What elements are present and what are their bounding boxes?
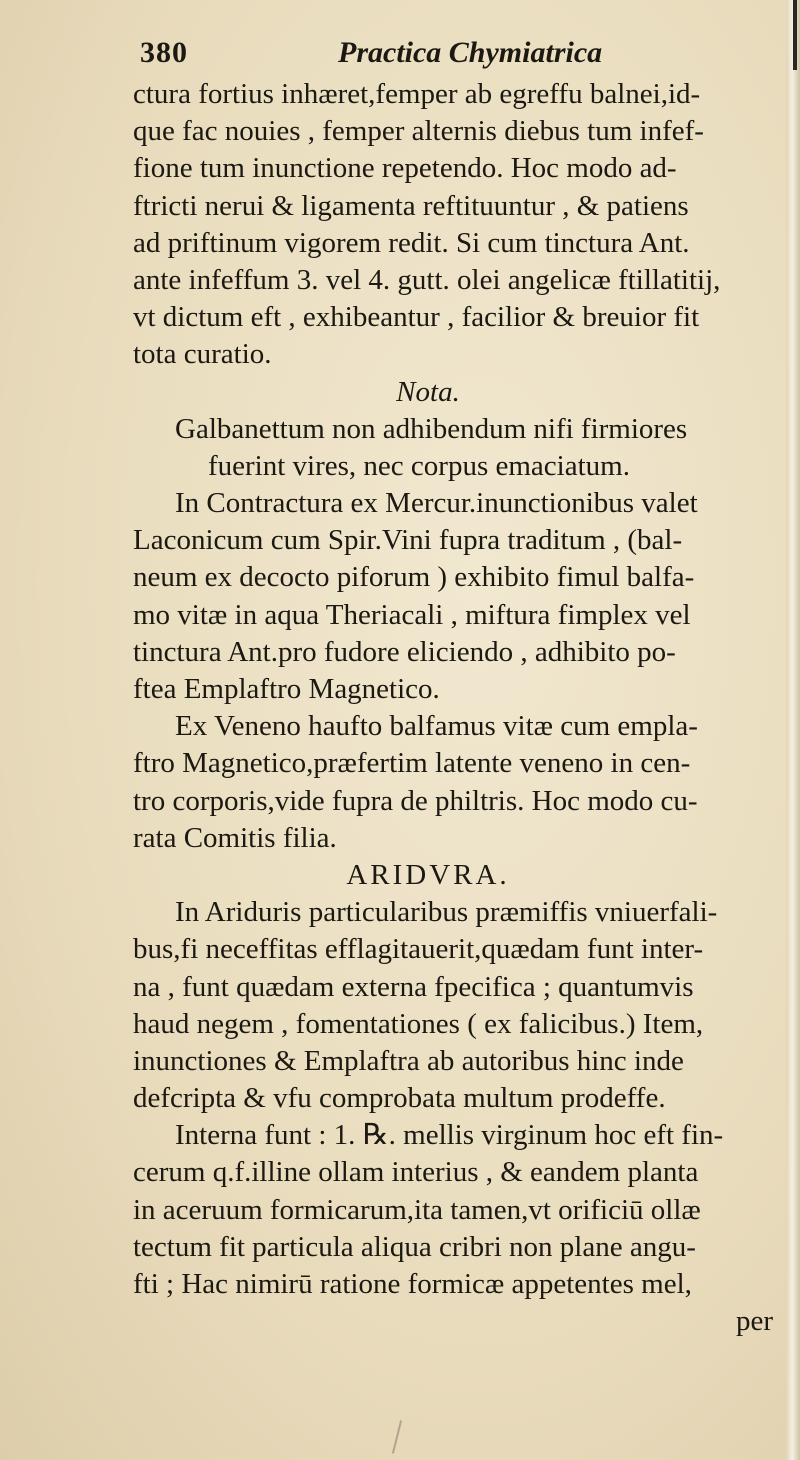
text-line: fti ; Hac nimirū ratione formicæ appetentes mel, [133, 1268, 692, 1300]
text-line: mo vitæ in aqua Theriacali , miftura fimplex vel [133, 598, 691, 631]
text-line: inunctiones & Emplaftra ab autoribus hinc inde [133, 1044, 684, 1077]
page-number: 380 [140, 36, 188, 69]
text-line: na , funt quædam externa fpecifica ; quantumvis [133, 970, 694, 1003]
running-head: Practica Chymiatrica [338, 36, 603, 69]
text-line: rata Comitis filia. [133, 821, 337, 854]
text-line: haud negem , fomentationes ( ex falicibus.) Item, [133, 1007, 704, 1040]
text-line: In Ariduris particularibus præmiffis vniuerfali- [175, 896, 718, 929]
text-line: ftro Magnetico,præfertim latente veneno in cen- [133, 747, 691, 780]
text-line: tro corporis,vide fupra de philtris. Hoc modo cu- [133, 784, 698, 817]
text-line: que fac nouies , femper alternis diebus tum infef- [133, 115, 704, 148]
section-heading-aridura: ARIDVRA. [346, 858, 510, 891]
text-line: in aceruum formicarum,ita tamen,vt orificiū ollæ [133, 1193, 701, 1226]
text-line: tinctura Ant.pro fudore eliciendo , adhibito po- [133, 635, 676, 668]
text-line: defcripta & vfu comprobata multum prodeffe. [133, 1082, 666, 1115]
text-line: In Contractura ex Mercur.inunctionibus valet [175, 487, 698, 520]
text-line: ftricti nerui & ligamenta reftituuntur , & patiens [133, 189, 689, 222]
paper-mark [392, 1420, 402, 1453]
catchword: per [735, 1305, 773, 1338]
text-line: Laconicum cum Spir.Vini fupra traditum , (bal- [133, 524, 683, 557]
body-text [133, 76, 793, 1340]
text-line: ad priftinum vigorem redit. Si cum tinctura Ant. [133, 226, 690, 259]
text-line: tota curatio. [133, 338, 272, 371]
text-line: tectum fit particula aliqua cribri non plane angu- [133, 1230, 696, 1263]
text-line: ante infeffum 3. vel 4. gutt. olei angelicæ ftillatitij, [133, 263, 721, 296]
text-line: vt dictum eft , exhibeantur , facilior & breuior fit [133, 301, 700, 334]
text-line: fione tum inunctione repetendo. Hoc modo ad- [133, 152, 677, 185]
text-line: Ex Veneno haufto balfamus vitæ cum empla- [175, 710, 698, 743]
text-line: ctura fortius inhæret,femper ab egreffu balnei,id- [133, 78, 701, 110]
text-line: Interna funt : 1. ℞. mellis virginum hoc eft fin- [175, 1119, 724, 1152]
text-line: ftea Emplaftro Magnetico. [133, 673, 440, 705]
text-line: Galbanettum non adhibendum nifi firmiores [175, 412, 688, 445]
page-header [140, 36, 760, 76]
section-heading-nota: Nota. [396, 375, 460, 408]
text-line: neum ex decocto piforum ) exhibito fimul balfa- [133, 561, 695, 594]
text-line: cerum q.f.illine ollam interius , & eandem planta [133, 1156, 699, 1189]
text-line: fuerint vires, nec corpus emaciatum. [208, 449, 630, 482]
binding-mark [793, 0, 797, 70]
text-line: bus,fi neceffitas efflagitauerit,quædam funt inter- [133, 933, 704, 966]
